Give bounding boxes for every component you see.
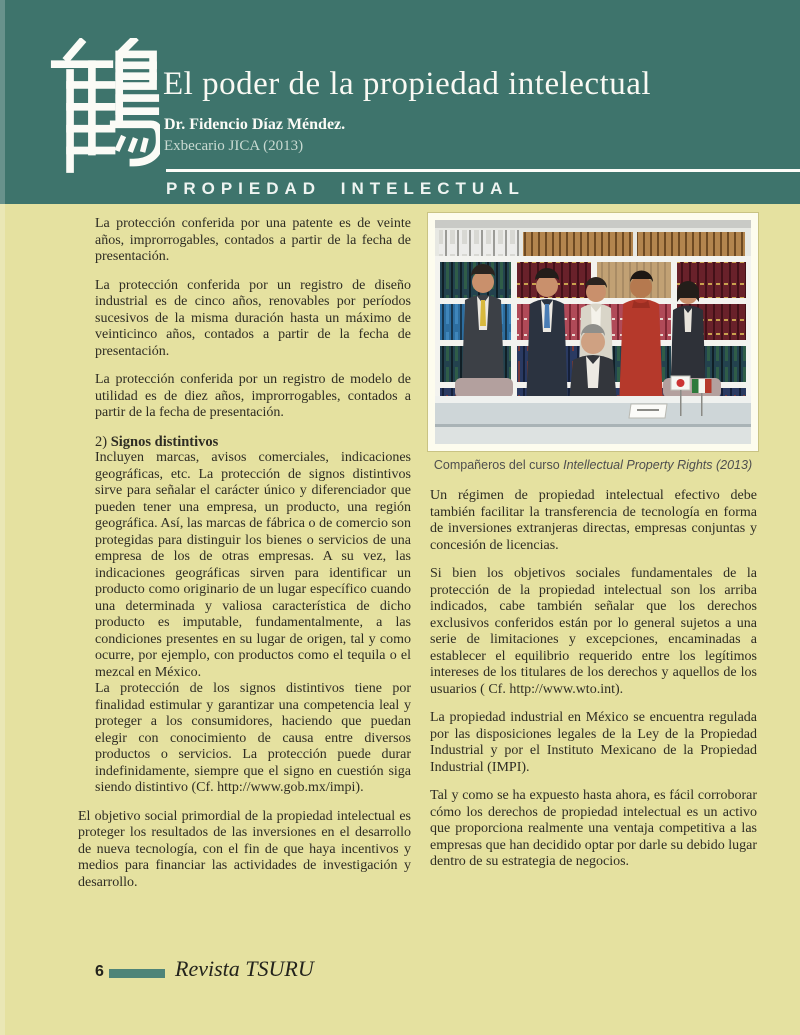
course-photo bbox=[428, 213, 758, 451]
paragraph-distinctive-signs-1: Incluyen marcas, avisos comerciales, indicaciones geográficas, etc. La protección de signos distintivos sirve para señalar el carácter único y diferenciador que pueden tener una empresa, un producto, una región geográfica. Así, las marcas de fábrica o de comercio son protegidas para distinguir los bienes o servicios de una empresa de los de otras empresas. A su vez, las indicaciones geográficas sirven para identificar un producto como originario de un lugar específico cuando una determinada y valiosa característica de dicho producto es imputable, fundamentalmente, a las condiciones presentes en su lugar de origen, tal y como ocurre, por ejemplo, con productos como el tequila o el mezcal en México. bbox=[95, 450, 411, 680]
paragraph-utility-model-term: La protección conferida por un registro de modelo de utilidad es de diez años, improrrogables, contados a partir de la fecha de presentación. bbox=[95, 372, 411, 420]
subheading-signos-distintivos bbox=[95, 434, 411, 451]
name-placard bbox=[629, 404, 667, 418]
paragraph-conclusion: Tal y como se ha expuesto hasta ahora, es fácil corroborar cómo los derechos de propiedad intelectual es un activo que proporciona realmente una ventaja competitiva a las empresas que han decidido optar por darle su debido lugar dentro de su estrategia de negocios. bbox=[430, 788, 757, 869]
author-credential: Exbecario JICA (2013) bbox=[164, 138, 304, 154]
chair-left bbox=[455, 378, 513, 398]
paragraph-distinctive-signs-2: La protección de los signos distintivos tiene por finalidad estimular y garantizar una competencia leal y proteger a los consumidores, haciendo que puedan elegir con conocimiento de causa entre diversos productos o servicios. La protección puede durar indefinidamente, siempre que el signo en cuestión siga siendo distintivo (Cf. http://www.gob.mx/impi). bbox=[95, 681, 411, 795]
page-number: 6 bbox=[95, 963, 104, 980]
paragraph-effective-regime: Un régimen de propiedad intelectual efectivo debe también facilitar la transferencia de tecnología en forma de inversiones extranjeras directas, empresas conjuntas y concesión de licencias. bbox=[430, 488, 757, 553]
photo-caption bbox=[428, 458, 758, 472]
article-header bbox=[0, 0, 800, 204]
crane-kanji-icon bbox=[50, 38, 160, 180]
header-divider bbox=[166, 169, 800, 172]
paragraph-social-objective: El objetivo social primordial de la propiedad intelectual es proteger los resultados de las inversiones en el desarrollo de nueva tecnología, con el fin de que haya incentivos y medios para financiar las actividades de investigación y desarrollo. bbox=[78, 808, 411, 890]
photo-caption-text: Compañeros del curso bbox=[433, 458, 564, 472]
page-edge bbox=[0, 0, 5, 1035]
section-banner: PROPIEDAD INTELECTUAL bbox=[166, 179, 525, 198]
right-column bbox=[430, 488, 757, 883]
paragraph-patent-term: La protección conferida por una patente es de veinte años, improrrogables, contados a partir de la fecha de presentación. bbox=[95, 216, 411, 264]
paragraph-mexico-regulation: La propiedad industrial en México se encuentra regulada por las disposiciones legales de la Ley de la Propiedad Industrial y por el Instituto Mexicano de la Propiedad Industrial (IMPI). bbox=[430, 710, 757, 775]
subheading-number: 2) bbox=[95, 433, 111, 450]
journal-name: Revista TSURU bbox=[175, 956, 314, 981]
paragraph-industrial-design-term: La protección conferida por un registro de diseño industrial es de cinco años, renovables por períodos sucesivos de la misma duración hasta un máximo de veinticinco años, contados a partir de la fecha de presentación. bbox=[95, 277, 411, 359]
subheading-label: Signos distintivos bbox=[110, 433, 219, 450]
photo-caption-course-title: Intellectual Property Rights (2013) bbox=[563, 458, 753, 472]
footer-divider-bar bbox=[109, 969, 165, 978]
left-column bbox=[78, 216, 411, 903]
paragraph-limitations-exceptions: Si bien los objetivos sociales fundamentales de la protección de la propiedad intelectual son los arriba indicados, cabe también señalar que los derechos exclusivos conferidos están por lo general sujetos a una serie de limitaciones y excepciones, encaminadas a establecer el equilibrio requerido entre los legítimos intereses de los titulares de los derechos y aquellos de los usuarios ( Cf. http://www.wto.int). bbox=[430, 566, 757, 697]
author-name: Dr. Fidencio Díaz Méndez. bbox=[164, 116, 346, 133]
article-title: El poder de la propiedad intelectual bbox=[163, 66, 652, 102]
